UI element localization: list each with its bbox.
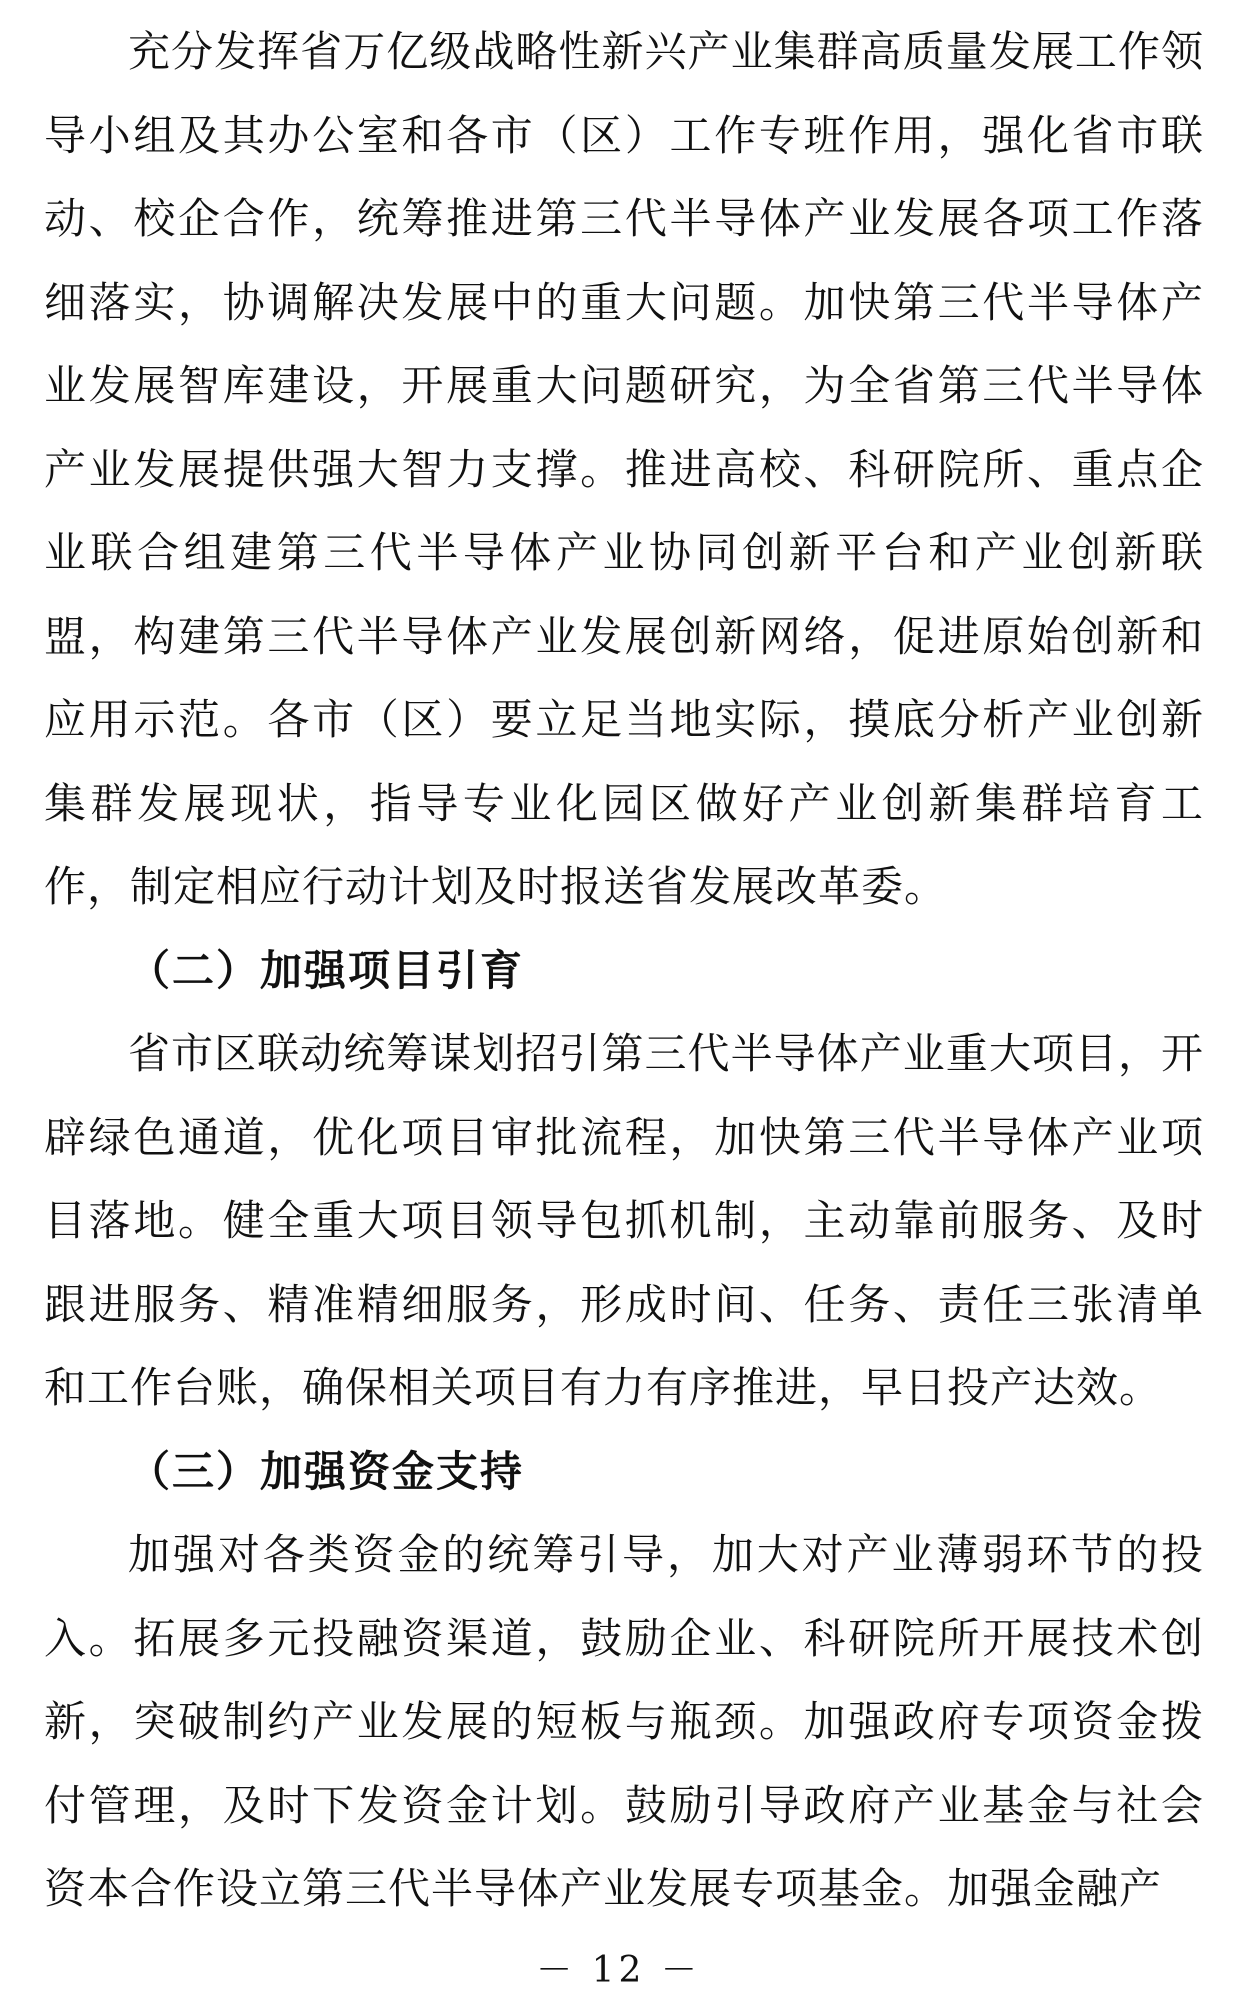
section-heading-project: （二）加强项目引育 xyxy=(128,945,525,995)
paragraph-project: 省市区联动统筹谋划招引第三代半导体产业重大项目，开辟绿色通道，优化项目审批流程，加快第三代半导体产业项目落地。健全重大项目领导包抓机制，主动靠前服务、及时跟进服务、精准精细服务，形成时间、任务、责任三张清单和工作台账，确保相关项目有力有序推进，早日投产达效。 xyxy=(44,1029,1204,1412)
paragraph-intro: 充分发挥省万亿级战略性新兴产业集群高质量发展工作领导小组及其办公室和各市（区）工作专班作用，强化省市联动、校企合作，统筹推进第三代半导体产业发展各项工作落细落实，协调解决发展中的重大问题。加快第三代半导体产业发展智库建设，开展重大问题研究，为全省第三代半导体产业发展提供强大智力支撑。推进高校、科研院所、重点企业联合组建第三代半导体产业协同创新平台和产业创新联盟，构建第三代半导体产业发展创新网络，促进原始创新和应用示范。各市（区）要立足当地实际，摸底分析产业创新集群发展现状，指导专业化园区做好产业创新集群培育工作，制定相应行动计划及时报送省发展改革委。 xyxy=(44,27,1204,911)
page-number: － 12 － xyxy=(536,1950,701,1991)
paragraph-funding: 加强对各类资金的统筹引导，加大对产业薄弱环节的投入。拓展多元投融资渠道，鼓励企业、科研院所开展技术创新，突破制约产业发展的短板与瓶颈。加强政府专项资金拨付管理，及时下发资金计划。鼓励引导政府产业基金与社会资本合作设立第三代半导体产业发展专项基金。加强金融产 xyxy=(44,1530,1204,1913)
section-heading-funding: （三）加强资金支持 xyxy=(128,1446,525,1496)
document-body xyxy=(44,10,1204,1931)
